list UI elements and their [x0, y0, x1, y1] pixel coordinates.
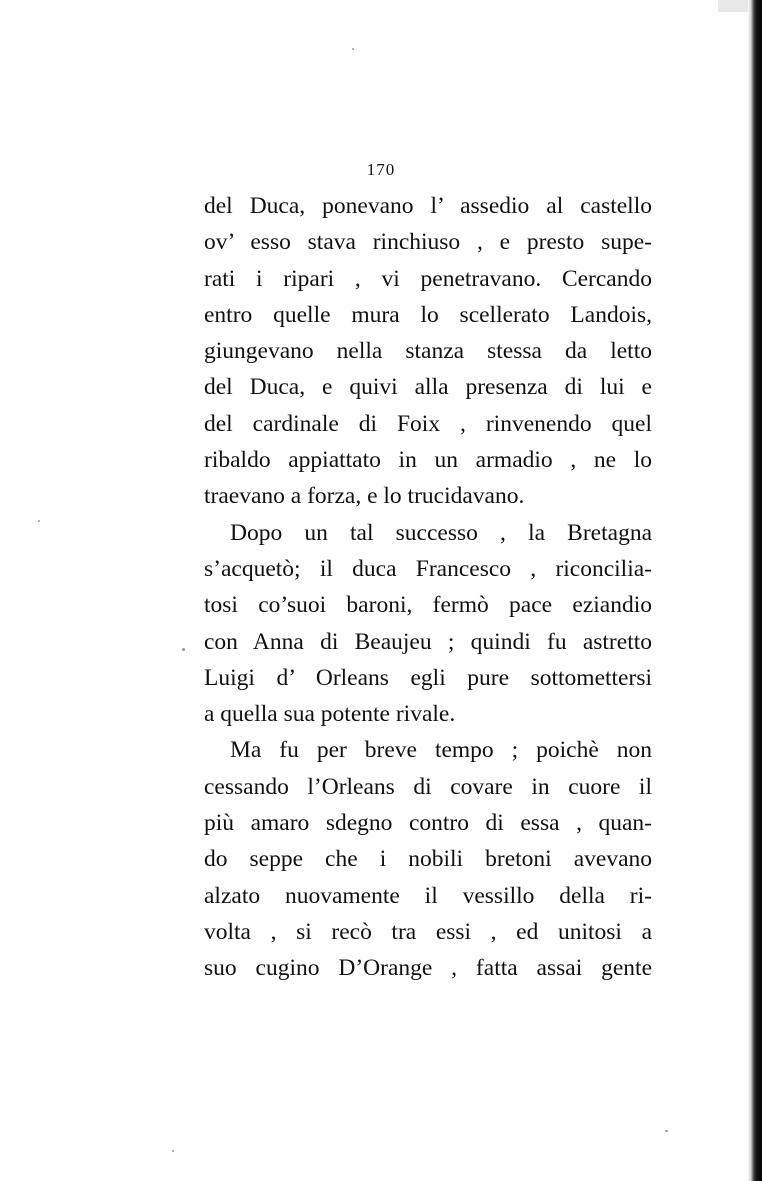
paper-speck — [172, 1150, 174, 1152]
text-line: volta , si recò tra essi , ed unitosi a — [204, 918, 652, 945]
page-number: 170 — [366, 160, 396, 179]
text-line: a quella sua potente rivale. — [204, 701, 456, 728]
text-line: del Duca, ponevano l’ assedio al castello — [204, 193, 652, 219]
text-line: tosi co’suoi baroni, fermò pace eziandio — [204, 592, 652, 619]
text-line: del Duca, e quivi alla presenza di lui e — [204, 374, 652, 401]
text-line: con Anna di Beaujeu ; quindi fu astretto — [204, 628, 652, 655]
text-line: suo cugino D’Orange , fatta assai gente — [204, 955, 652, 982]
text-line: ov’ esso stava rinchiuso , e presto supe- — [204, 229, 652, 256]
page-corner-shadow — [718, 0, 748, 12]
text-line: entro quelle mura lo scellerato Landois, — [204, 301, 652, 328]
paper-speck — [352, 48, 354, 50]
text-line: del cardinale di Foix , rinvenendo quel — [204, 410, 652, 437]
text-line: alzato nuovamente il vessillo della ri- — [204, 882, 652, 909]
paper-speck — [665, 1130, 668, 1132]
text-line: cessando l’Orleans di covare in cuore il — [204, 773, 652, 800]
text-line: Ma fu per breve tempo ; poichè non — [230, 737, 652, 764]
paper-speck — [38, 520, 40, 522]
text-line: più amaro sdegno contro di essa , quan- — [204, 810, 652, 837]
text-line: rati i ripari , vi penetravano. Cercando — [204, 265, 652, 292]
text-line: Dopo un tal successo , la Bretagna — [230, 519, 652, 546]
text-line: ribaldo appiattato in un armadio , ne lo — [204, 447, 652, 474]
body-text — [204, 188, 652, 987]
text-line: giungevano nella stanza stessa da letto — [204, 338, 652, 365]
text-line: do seppe che i nobili bretoni avevano — [204, 846, 652, 873]
text-line: traevano a forza, e lo trucidavano. — [204, 483, 525, 510]
text-line: Luigi d’ Orleans egli pure sottomettersi — [204, 664, 652, 691]
text-line: s’acquetò; il duca Francesco , riconcilia- — [204, 555, 652, 582]
paper-speck — [182, 648, 185, 651]
